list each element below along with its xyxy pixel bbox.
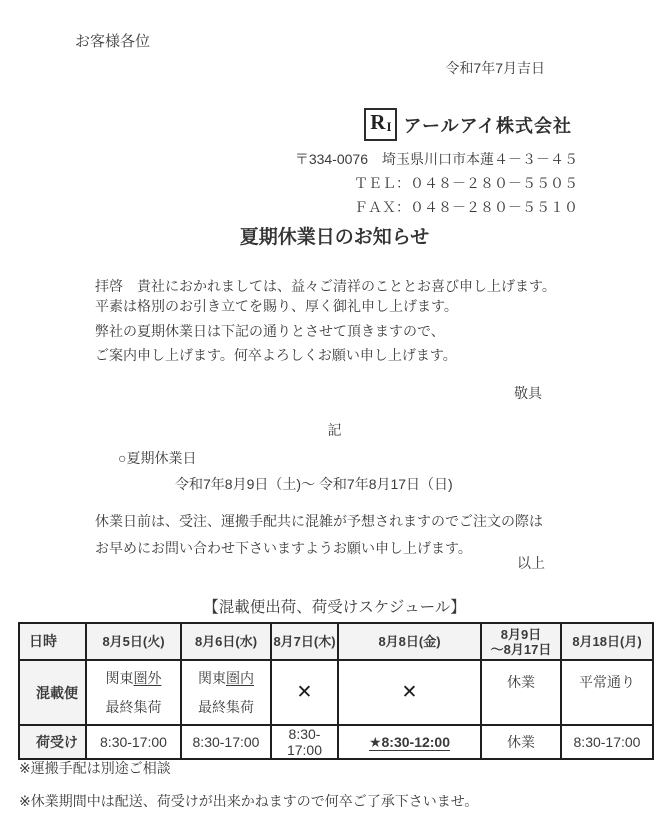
region-text: 関東 — [105, 670, 134, 686]
company-contact-block — [295, 147, 578, 219]
header-cell-aug7: 8月7日(木) — [271, 623, 338, 660]
notice-title: 夏期休業日のお知らせ — [239, 227, 430, 248]
greeting-line: 弊社の夏期休業日は下記の通りとさせて頂きますので、 — [95, 323, 445, 339]
schedule-table — [18, 622, 654, 760]
region-text-underlined: 圏外 — [133, 670, 162, 686]
ri-logo-icon — [364, 108, 396, 141]
cell-consolidated-aug18: 平常通り — [561, 660, 653, 725]
cell-consolidated-aug7 — [271, 660, 338, 725]
schedule-title: 【混載便出荷、荷受けスケジュール】 — [203, 599, 466, 616]
recipient-line: お客様各位 — [75, 33, 151, 50]
star-limited-hours: ★8:30-12:00 — [368, 733, 451, 750]
cross-mark-icon: ✕ — [296, 682, 313, 703]
company-header — [364, 108, 572, 141]
cell-receiving-aug7: 8:30-17:00 — [271, 725, 338, 759]
final-pickup-label: 最終集荷 — [198, 699, 254, 715]
header-cell-aug8: 8月8日(金) — [338, 623, 481, 660]
holiday-period: 令和7年8月9日（土)～ 令和7年8月17日（日) — [175, 476, 453, 492]
cell-consolidated-aug5 — [86, 660, 181, 725]
pre-order-notice-line: 休業日前は、受注、運搬手配共に混雑が予想されますのでご注文の際は — [95, 513, 543, 529]
footnote-holiday-period: ※休業期間中は配送、荷受けが出来かねますので何卒ご了承下さいませ。 — [19, 793, 479, 809]
cross-mark-icon: ✕ — [401, 682, 418, 703]
ki-marker: 記 — [327, 422, 342, 438]
header-cell-datetime: 日時 — [19, 623, 86, 660]
company-tel: ＴＥＬ：０４８－２８０－５５０５ — [354, 175, 578, 191]
header-cell-aug5: 8月5日(火) — [86, 623, 181, 660]
holiday-section-heading: ○夏期休業日 — [118, 450, 197, 466]
cell-consolidated-aug9-17: 休業 — [481, 660, 561, 725]
header-cell-aug9-17 — [481, 623, 561, 660]
region-text-underlined: 圏内 — [226, 670, 254, 686]
closing-ijou: 以上 — [517, 555, 545, 571]
cell-receiving-aug6: 8:30-17:00 — [181, 725, 271, 759]
greeting-line: ご案内申し上げます。何卒よろしくお願い申し上げます。 — [95, 347, 457, 363]
issue-date: 令和7年7月吉日 — [445, 60, 545, 76]
schedule-header-row — [19, 623, 653, 660]
pre-order-notice-line: お早めにお問い合わせ下さいますようお願い申し上げます。 — [95, 540, 472, 556]
closing-keigu: 敬具 — [514, 385, 542, 401]
cell-receiving-aug9-17: 休業 — [481, 725, 561, 759]
final-pickup-label: 最終集荷 — [105, 699, 162, 715]
greeting-line: 拝啓 貴社におかれましては、益々ご清祥のこととお喜び申し上げます。 — [95, 278, 556, 294]
header-aug9-17-line2: ～8月17日 — [490, 641, 552, 657]
receiving-row — [19, 725, 653, 759]
greeting-paragraph — [95, 276, 556, 365]
region-text: 関東 — [198, 670, 226, 686]
cell-receiving-aug18: 8:30-17:00 — [561, 725, 653, 759]
logo-letter-i: I — [386, 119, 392, 134]
header-cell-aug18: 8月18日(月) — [561, 623, 653, 660]
row-label-consolidated: 混載便 — [19, 660, 86, 725]
logo-letter-r: R — [370, 110, 386, 134]
footnote-transport: ※運搬手配は別途ご相談 — [19, 760, 171, 776]
cell-receiving-aug5: 8:30-17:00 — [86, 725, 181, 759]
company-fax: ＦＡＸ：０４８－２８０－５５１０ — [354, 199, 578, 215]
header-cell-aug6: 8月6日(水) — [181, 623, 271, 660]
region-line — [87, 670, 180, 686]
cell-consolidated-aug6 — [181, 660, 271, 725]
row-label-receiving: 荷受け — [19, 725, 86, 759]
header-aug9-17-line1: 8月9日 — [500, 626, 542, 642]
consolidated-shipping-row — [19, 660, 653, 725]
greeting-line: 平素は格別のお引き立てを賜り、厚く御礼申し上げます。 — [95, 298, 458, 314]
company-name: アールアイ株式会社 — [403, 115, 572, 136]
region-line — [182, 670, 270, 686]
cell-receiving-aug8 — [338, 725, 481, 759]
company-postal-address: 〒334-0076 埼玉県川口市本蓮４－３－４５ — [294, 151, 578, 167]
pre-order-notice — [95, 508, 543, 562]
cell-consolidated-aug8 — [338, 660, 481, 725]
